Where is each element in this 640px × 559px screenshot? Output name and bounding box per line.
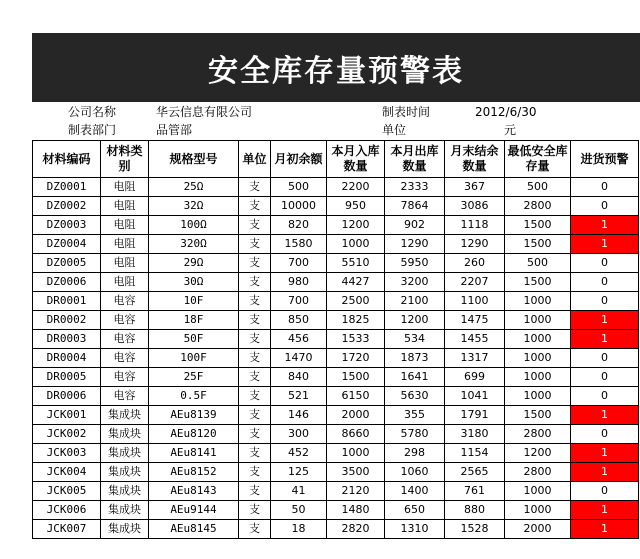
category-cell[interactable]: 电容 bbox=[101, 368, 149, 387]
spec-cell[interactable]: 50F bbox=[149, 330, 239, 349]
outbound-cell[interactable]: 5630 bbox=[385, 387, 445, 406]
table-row bbox=[33, 311, 639, 330]
opening-cell[interactable]: 452 bbox=[271, 444, 327, 463]
header-spec-model[interactable]: 规格型号 bbox=[149, 141, 239, 178]
closing-cell[interactable]: 1154 bbox=[445, 444, 505, 463]
category-cell[interactable]: 电阻 bbox=[101, 178, 149, 197]
alert-cell[interactable]: 1 bbox=[571, 330, 639, 349]
min-stock-cell[interactable]: 2800 bbox=[505, 197, 571, 216]
inbound-cell[interactable]: 1720 bbox=[327, 349, 385, 368]
material-code-cell[interactable]: DR0003 bbox=[33, 330, 101, 349]
min-stock-cell[interactable]: 1500 bbox=[505, 273, 571, 292]
title-banner bbox=[32, 33, 640, 102]
closing-cell[interactable]: 2207 bbox=[445, 273, 505, 292]
unit-cell[interactable]: 支 bbox=[239, 311, 271, 330]
table-row bbox=[33, 197, 639, 216]
table-row bbox=[33, 254, 639, 273]
material-code-cell[interactable]: DZ0005 bbox=[33, 254, 101, 273]
table-row bbox=[33, 444, 639, 463]
material-code-cell[interactable]: DR0005 bbox=[33, 368, 101, 387]
category-cell[interactable]: 集成块 bbox=[101, 501, 149, 520]
closing-cell[interactable]: 1041 bbox=[445, 387, 505, 406]
opening-cell[interactable]: 50 bbox=[271, 501, 327, 520]
company-value: 华云信息有限公司 bbox=[156, 105, 253, 119]
category-cell[interactable]: 电阻 bbox=[101, 216, 149, 235]
unit-cell[interactable]: 支 bbox=[239, 482, 271, 501]
table-row bbox=[33, 216, 639, 235]
opening-cell[interactable]: 700 bbox=[271, 254, 327, 273]
inbound-cell[interactable]: 8660 bbox=[327, 425, 385, 444]
closing-cell[interactable]: 880 bbox=[445, 501, 505, 520]
spec-cell[interactable]: AEu8120 bbox=[149, 425, 239, 444]
spec-cell[interactable]: 0.5F bbox=[149, 387, 239, 406]
unit-cell[interactable]: 支 bbox=[239, 463, 271, 482]
min-stock-cell[interactable]: 500 bbox=[505, 178, 571, 197]
alert-cell[interactable]: 0 bbox=[571, 425, 639, 444]
closing-cell[interactable]: 1290 bbox=[445, 235, 505, 254]
alert-cell[interactable]: 0 bbox=[571, 254, 639, 273]
material-code-cell[interactable]: JCK006 bbox=[33, 501, 101, 520]
unit-cell[interactable]: 支 bbox=[239, 425, 271, 444]
alert-cell[interactable]: 1 bbox=[571, 311, 639, 330]
category-cell[interactable]: 电阻 bbox=[101, 235, 149, 254]
table-row bbox=[33, 387, 639, 406]
spec-cell[interactable]: 29Ω bbox=[149, 254, 239, 273]
unit-cell[interactable]: 支 bbox=[239, 387, 271, 406]
opening-cell[interactable]: 146 bbox=[271, 406, 327, 425]
alert-cell[interactable]: 1 bbox=[571, 444, 639, 463]
category-cell[interactable]: 集成块 bbox=[101, 444, 149, 463]
material-code-cell[interactable]: DR0004 bbox=[33, 349, 101, 368]
category-cell[interactable]: 电容 bbox=[101, 387, 149, 406]
opening-cell[interactable]: 840 bbox=[271, 368, 327, 387]
min-stock-cell[interactable]: 1000 bbox=[505, 482, 571, 501]
min-stock-cell[interactable]: 1500 bbox=[505, 406, 571, 425]
table-row bbox=[33, 520, 639, 539]
unit-cell[interactable]: 支 bbox=[239, 197, 271, 216]
category-cell[interactable]: 集成块 bbox=[101, 425, 149, 444]
spec-cell[interactable]: AEu8139 bbox=[149, 406, 239, 425]
table-row bbox=[33, 425, 639, 444]
inbound-cell[interactable]: 1500 bbox=[327, 368, 385, 387]
header-inbound-qty[interactable]: 本月入库数量 bbox=[327, 141, 385, 178]
table-row bbox=[33, 368, 639, 387]
spec-cell[interactable]: AEu9144 bbox=[149, 501, 239, 520]
category-cell[interactable]: 集成块 bbox=[101, 463, 149, 482]
alert-cell[interactable]: 0 bbox=[571, 292, 639, 311]
opening-cell[interactable]: 125 bbox=[271, 463, 327, 482]
spec-cell[interactable]: 25F bbox=[149, 368, 239, 387]
min-stock-cell[interactable]: 1000 bbox=[505, 368, 571, 387]
outbound-cell[interactable]: 2333 bbox=[385, 178, 445, 197]
alert-cell[interactable]: 0 bbox=[571, 349, 639, 368]
inbound-cell[interactable]: 3500 bbox=[327, 463, 385, 482]
spec-cell[interactable]: 320Ω bbox=[149, 235, 239, 254]
closing-cell[interactable]: 1475 bbox=[445, 311, 505, 330]
opening-cell[interactable]: 41 bbox=[271, 482, 327, 501]
inventory-table bbox=[32, 140, 639, 539]
opening-cell[interactable]: 300 bbox=[271, 425, 327, 444]
closing-cell[interactable]: 1100 bbox=[445, 292, 505, 311]
min-stock-cell[interactable]: 1000 bbox=[505, 349, 571, 368]
outbound-cell[interactable]: 1400 bbox=[385, 482, 445, 501]
date-value: 2012/6/30 bbox=[475, 105, 537, 119]
min-stock-cell[interactable]: 1500 bbox=[505, 235, 571, 254]
opening-cell[interactable]: 456 bbox=[271, 330, 327, 349]
min-stock-cell[interactable]: 500 bbox=[505, 254, 571, 273]
category-cell[interactable]: 电容 bbox=[101, 349, 149, 368]
material-code-cell[interactable]: DR0006 bbox=[33, 387, 101, 406]
unit-cell[interactable]: 支 bbox=[239, 292, 271, 311]
unit-label: 单位 bbox=[382, 123, 407, 137]
alert-cell[interactable]: 0 bbox=[571, 482, 639, 501]
opening-cell[interactable]: 18 bbox=[271, 520, 327, 539]
spec-cell[interactable]: AEu8143 bbox=[149, 482, 239, 501]
inbound-cell[interactable]: 1825 bbox=[327, 311, 385, 330]
header-min-safety-stock[interactable]: 最低安全库存量 bbox=[505, 141, 571, 178]
spec-cell[interactable]: 18F bbox=[149, 311, 239, 330]
category-cell[interactable]: 电阻 bbox=[101, 197, 149, 216]
alert-cell[interactable]: 0 bbox=[571, 368, 639, 387]
outbound-cell[interactable]: 1290 bbox=[385, 235, 445, 254]
min-stock-cell[interactable]: 1000 bbox=[505, 311, 571, 330]
material-code-cell[interactable]: DZ0004 bbox=[33, 235, 101, 254]
min-stock-cell[interactable]: 1200 bbox=[505, 444, 571, 463]
closing-cell[interactable]: 1528 bbox=[445, 520, 505, 539]
min-stock-cell[interactable]: 2000 bbox=[505, 520, 571, 539]
material-code-cell[interactable]: DZ0002 bbox=[33, 197, 101, 216]
inbound-cell[interactable]: 6150 bbox=[327, 387, 385, 406]
closing-cell[interactable]: 3086 bbox=[445, 197, 505, 216]
inbound-cell[interactable]: 4427 bbox=[327, 273, 385, 292]
inbound-cell[interactable]: 1200 bbox=[327, 216, 385, 235]
spec-cell[interactable]: AEu8145 bbox=[149, 520, 239, 539]
unit-cell[interactable]: 支 bbox=[239, 501, 271, 520]
closing-cell[interactable]: 3180 bbox=[445, 425, 505, 444]
min-stock-cell[interactable]: 2800 bbox=[505, 463, 571, 482]
inbound-cell[interactable]: 5510 bbox=[327, 254, 385, 273]
material-code-cell[interactable]: JCK005 bbox=[33, 482, 101, 501]
outbound-cell[interactable]: 650 bbox=[385, 501, 445, 520]
material-code-cell[interactable]: DZ0006 bbox=[33, 273, 101, 292]
outbound-cell[interactable]: 3200 bbox=[385, 273, 445, 292]
dept-label: 制表部门 bbox=[68, 123, 117, 137]
company-label: 公司名称 bbox=[68, 105, 117, 119]
spec-cell[interactable]: 100Ω bbox=[149, 216, 239, 235]
opening-cell[interactable]: 820 bbox=[271, 216, 327, 235]
inbound-cell[interactable]: 1480 bbox=[327, 501, 385, 520]
material-code-cell[interactable]: DZ0001 bbox=[33, 178, 101, 197]
outbound-cell[interactable]: 534 bbox=[385, 330, 445, 349]
outbound-cell[interactable]: 5950 bbox=[385, 254, 445, 273]
spec-cell[interactable]: 10F bbox=[149, 292, 239, 311]
closing-cell[interactable]: 761 bbox=[445, 482, 505, 501]
spec-cell[interactable]: AEu8152 bbox=[149, 463, 239, 482]
opening-cell[interactable]: 850 bbox=[271, 311, 327, 330]
unit-cell[interactable]: 支 bbox=[239, 273, 271, 292]
unit-cell[interactable]: 支 bbox=[239, 368, 271, 387]
header-unit[interactable]: 单位 bbox=[239, 141, 271, 178]
outbound-cell[interactable]: 1200 bbox=[385, 311, 445, 330]
spec-cell[interactable]: 32Ω bbox=[149, 197, 239, 216]
alert-cell[interactable]: 0 bbox=[571, 197, 639, 216]
table-row bbox=[33, 349, 639, 368]
material-code-cell[interactable]: DR0002 bbox=[33, 311, 101, 330]
opening-cell[interactable]: 1470 bbox=[271, 349, 327, 368]
table-body bbox=[33, 178, 639, 539]
unit-cell[interactable]: 支 bbox=[239, 349, 271, 368]
category-cell[interactable]: 电容 bbox=[101, 292, 149, 311]
closing-cell[interactable]: 367 bbox=[445, 178, 505, 197]
table-row bbox=[33, 235, 639, 254]
inbound-cell[interactable]: 2820 bbox=[327, 520, 385, 539]
material-code-cell[interactable]: DR0001 bbox=[33, 292, 101, 311]
table-row bbox=[33, 178, 639, 197]
table-row bbox=[33, 501, 639, 520]
header-restock-alert[interactable]: 进货预警 bbox=[571, 141, 639, 178]
header-outbound-qty[interactable]: 本月出库数量 bbox=[385, 141, 445, 178]
page-title: 安全库存量预警表 bbox=[208, 53, 464, 89]
alert-cell[interactable]: 1 bbox=[571, 235, 639, 254]
table-row bbox=[33, 406, 639, 425]
closing-cell[interactable]: 699 bbox=[445, 368, 505, 387]
opening-cell[interactable]: 980 bbox=[271, 273, 327, 292]
outbound-cell[interactable]: 5780 bbox=[385, 425, 445, 444]
dept-value: 品管部 bbox=[156, 123, 193, 137]
category-cell[interactable]: 电容 bbox=[101, 311, 149, 330]
opening-cell[interactable]: 521 bbox=[271, 387, 327, 406]
table-row bbox=[33, 463, 639, 482]
table-row bbox=[33, 292, 639, 311]
category-cell[interactable]: 电阻 bbox=[101, 254, 149, 273]
header-closing-qty[interactable]: 月末结余数量 bbox=[445, 141, 505, 178]
category-cell[interactable]: 集成块 bbox=[101, 406, 149, 425]
min-stock-cell[interactable]: 2800 bbox=[505, 425, 571, 444]
outbound-cell[interactable]: 7864 bbox=[385, 197, 445, 216]
unit-cell[interactable]: 支 bbox=[239, 520, 271, 539]
material-code-cell[interactable]: JCK004 bbox=[33, 463, 101, 482]
inbound-cell[interactable]: 2500 bbox=[327, 292, 385, 311]
inbound-cell[interactable]: 2000 bbox=[327, 406, 385, 425]
category-cell[interactable]: 电容 bbox=[101, 330, 149, 349]
material-code-cell[interactable]: JCK001 bbox=[33, 406, 101, 425]
header-material-category[interactable]: 材料类别 bbox=[101, 141, 149, 178]
opening-cell[interactable]: 700 bbox=[271, 292, 327, 311]
outbound-cell[interactable]: 902 bbox=[385, 216, 445, 235]
alert-cell[interactable]: 1 bbox=[571, 216, 639, 235]
alert-cell[interactable]: 1 bbox=[571, 406, 639, 425]
min-stock-cell[interactable]: 1000 bbox=[505, 501, 571, 520]
inbound-cell[interactable]: 1533 bbox=[327, 330, 385, 349]
outbound-cell[interactable]: 2100 bbox=[385, 292, 445, 311]
material-code-cell[interactable]: JCK007 bbox=[33, 520, 101, 539]
inbound-cell[interactable]: 950 bbox=[327, 197, 385, 216]
inbound-cell[interactable]: 1000 bbox=[327, 235, 385, 254]
outbound-cell[interactable]: 355 bbox=[385, 406, 445, 425]
min-stock-cell[interactable]: 1000 bbox=[505, 292, 571, 311]
alert-cell[interactable]: 1 bbox=[571, 501, 639, 520]
unit-value: 元 bbox=[504, 123, 517, 137]
opening-cell[interactable]: 500 bbox=[271, 178, 327, 197]
min-stock-cell[interactable]: 1000 bbox=[505, 387, 571, 406]
opening-cell[interactable]: 10000 bbox=[271, 197, 327, 216]
closing-cell[interactable]: 1791 bbox=[445, 406, 505, 425]
category-cell[interactable]: 集成块 bbox=[101, 482, 149, 501]
alert-cell[interactable]: 0 bbox=[571, 387, 639, 406]
closing-cell[interactable]: 1455 bbox=[445, 330, 505, 349]
inbound-cell[interactable]: 2120 bbox=[327, 482, 385, 501]
spec-cell[interactable]: 25Ω bbox=[149, 178, 239, 197]
min-stock-cell[interactable]: 1500 bbox=[505, 216, 571, 235]
table-row bbox=[33, 330, 639, 349]
outbound-cell[interactable]: 1641 bbox=[385, 368, 445, 387]
table-row bbox=[33, 482, 639, 501]
min-stock-cell[interactable]: 1000 bbox=[505, 330, 571, 349]
outbound-cell[interactable]: 1873 bbox=[385, 349, 445, 368]
unit-cell[interactable]: 支 bbox=[239, 235, 271, 254]
opening-cell[interactable]: 1580 bbox=[271, 235, 327, 254]
table-header-row bbox=[33, 141, 639, 178]
outbound-cell[interactable]: 298 bbox=[385, 444, 445, 463]
alert-cell[interactable]: 1 bbox=[571, 520, 639, 539]
unit-cell[interactable]: 支 bbox=[239, 216, 271, 235]
date-label: 制表时间 bbox=[382, 105, 431, 119]
unit-cell[interactable]: 支 bbox=[239, 178, 271, 197]
alert-cell[interactable]: 1 bbox=[571, 463, 639, 482]
inbound-cell[interactable]: 1000 bbox=[327, 444, 385, 463]
unit-cell[interactable]: 支 bbox=[239, 254, 271, 273]
table-row bbox=[33, 273, 639, 292]
spec-cell[interactable]: 30Ω bbox=[149, 273, 239, 292]
outbound-cell[interactable]: 1310 bbox=[385, 520, 445, 539]
spec-cell[interactable]: AEu8141 bbox=[149, 444, 239, 463]
alert-cell[interactable]: 0 bbox=[571, 178, 639, 197]
material-code-cell[interactable]: DZ0003 bbox=[33, 216, 101, 235]
closing-cell[interactable]: 260 bbox=[445, 254, 505, 273]
closing-cell[interactable]: 1317 bbox=[445, 349, 505, 368]
category-cell[interactable]: 电阻 bbox=[101, 273, 149, 292]
unit-cell[interactable]: 支 bbox=[239, 406, 271, 425]
material-code-cell[interactable]: JCK002 bbox=[33, 425, 101, 444]
outbound-cell[interactable]: 1060 bbox=[385, 463, 445, 482]
header-material-code[interactable]: 材料编码 bbox=[33, 141, 101, 178]
spec-cell[interactable]: 100F bbox=[149, 349, 239, 368]
closing-cell[interactable]: 2565 bbox=[445, 463, 505, 482]
category-cell[interactable]: 集成块 bbox=[101, 520, 149, 539]
closing-cell[interactable]: 1118 bbox=[445, 216, 505, 235]
alert-cell[interactable]: 0 bbox=[571, 273, 639, 292]
header-opening-balance[interactable]: 月初余额 bbox=[271, 141, 327, 178]
material-code-cell[interactable]: JCK003 bbox=[33, 444, 101, 463]
unit-cell[interactable]: 支 bbox=[239, 330, 271, 349]
inbound-cell[interactable]: 2200 bbox=[327, 178, 385, 197]
unit-cell[interactable]: 支 bbox=[239, 444, 271, 463]
